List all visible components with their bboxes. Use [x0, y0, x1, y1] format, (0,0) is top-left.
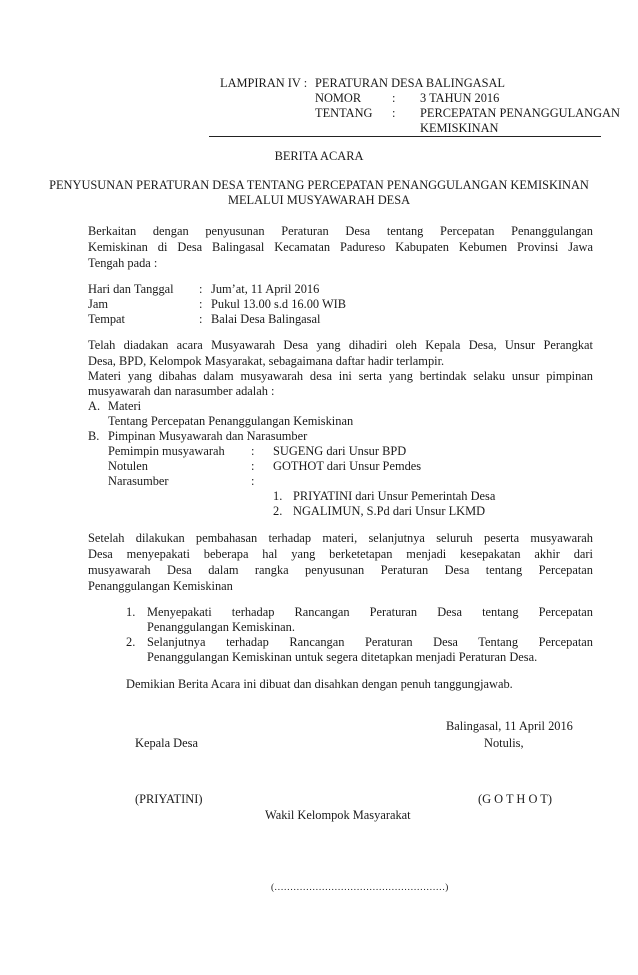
schedule-time-value: Pukul 13.00 s.d 16.00 WIB — [211, 297, 347, 311]
schedule-date-value: Jum’at, 11 April 2016 — [211, 282, 320, 296]
paragraph2-line2: Desa, BPD, Kelompok Masyarakat, sebagaimana daftar hadir terlampir. — [88, 354, 445, 368]
narasumber-2-text: NGALIMUN, S.Pd dari Unsur LKMD — [293, 504, 486, 518]
leader-colon: : — [251, 444, 255, 458]
leader-value: SUGENG dari Unsur BPD — [273, 444, 407, 458]
section-b-marker: B. — [88, 429, 100, 443]
paragraph2-line4: musyawarah dan narasumber adalah : — [88, 384, 275, 398]
schedule-place-label: Tempat — [88, 312, 125, 326]
paragraph2-line1: Telah diadakan acara Musyawarah Desa yang dihadiri oleh Kepala Desa, Unsur Perangkat — [88, 338, 593, 352]
paragraph3-line4: Penanggulangan Kemiskinan — [88, 579, 233, 593]
tentang-value-line2: KEMISKINAN — [420, 121, 499, 135]
center-signatory-title: Wakil Kelompok Masyarakat — [265, 808, 411, 822]
notulen-label: Notulen — [108, 459, 148, 473]
document-title: BERITA ACARA — [274, 149, 364, 163]
subtitle-line2: MELALUI MUSYAWARAH DESA — [227, 193, 411, 207]
agreement-1-line1: Menyepakati terhadap Rancangan Peraturan Desa tentang Percepatan — [147, 605, 593, 619]
agreement-1-line2: Penanggulangan Kemiskinan. — [147, 620, 295, 634]
paragraph3-line3: musyawarah Desa dalam rangka penyusunan Peraturan Desa tentang Percepatan — [88, 563, 593, 577]
closing-statement: Demikian Berita Acara ini dibuat dan disahkan dengan penuh tanggungjawab. — [126, 677, 513, 691]
narasumber-1-num: 1. — [273, 489, 283, 503]
section-a-label: Materi — [108, 399, 142, 413]
leader-label: Pemimpin musyawarah — [108, 444, 225, 458]
tentang-value-line1: PERCEPATAN PENANGGULANGAN — [420, 106, 620, 120]
narasumber-2-num: 2. — [273, 504, 283, 518]
center-signature-placeholder: (………………………………………………) — [271, 883, 449, 893]
intro-line2: Kemiskinan di Desa Balingasal Kecamatan Padureso Kabupaten Kebumen Provinsi Jawa — [88, 240, 593, 254]
narasumber-colon: : — [251, 474, 255, 488]
schedule-place-colon: : — [199, 312, 203, 326]
subtitle-line1: PENYUSUNAN PERATURAN DESA TENTANG PERCEPATAN PENANGGULANGAN KEMISKINAN — [49, 178, 589, 192]
tentang-label: TENTANG — [315, 106, 373, 120]
section-b-label: Pimpinan Musyawarah dan Narasumber — [108, 429, 308, 443]
agreement-2-line1: Selanjutnya terhadap Rancangan Peraturan Desa Tentang Percepatan — [147, 635, 593, 649]
tentang-colon: : — [392, 106, 396, 120]
agreement-2-num: 2. — [126, 635, 136, 649]
notulen-colon: : — [251, 459, 255, 473]
left-signatory-name: (PRIYATINI) — [135, 792, 203, 806]
section-a-content: Tentang Percepatan Penanggulangan Kemiskinan — [108, 414, 354, 428]
left-signatory-title: Kepala Desa — [135, 736, 198, 750]
paragraph3-line1: Setelah dilakukan pembahasan terhadap materi, selanjutnya seluruh peserta musyawarah — [88, 531, 593, 545]
narasumber-label: Narasumber — [108, 474, 169, 488]
nomor-colon: : — [392, 91, 396, 105]
narasumber-1-text: PRIYATINI dari Unsur Pemerintah Desa — [293, 489, 496, 503]
agreement-2-line2: Penanggulangan Kemiskinan untuk segera ditetapkan menjadi Peraturan Desa. — [147, 650, 538, 664]
schedule-date-colon: : — [199, 282, 203, 296]
place-date: Balingasal, 11 April 2016 — [446, 719, 573, 733]
lampiran-label: LAMPIRAN IV : — [220, 76, 308, 90]
paragraph2-line3: Materi yang dibahas dalam musyawarah desa ini serta yang bertindak selaku unsur pimpinan — [88, 369, 593, 383]
nomor-value: 3 TAHUN 2016 — [420, 91, 500, 105]
schedule-place-value: Balai Desa Balingasal — [211, 312, 321, 326]
section-a-marker: A. — [88, 399, 101, 413]
nomor-label: NOMOR — [315, 91, 362, 105]
header-divider — [209, 136, 601, 137]
right-signatory-name: (G O T H O T) — [478, 792, 552, 806]
schedule-time-colon: : — [199, 297, 203, 311]
peraturan-title: PERATURAN DESA BALINGASAL — [315, 76, 506, 90]
schedule-date-label: Hari dan Tanggal — [88, 282, 174, 296]
intro-line3: Tengah pada : — [88, 256, 158, 270]
agreement-1-num: 1. — [126, 605, 136, 619]
schedule-time-label: Jam — [88, 297, 108, 311]
intro-line1: Berkaitan dengan penyusunan Peraturan Desa tentang Percepatan Penanggulangan — [88, 224, 593, 238]
notulen-value: GOTHOT dari Unsur Pemdes — [273, 459, 422, 473]
right-signatory-title: Notulis, — [484, 736, 524, 750]
paragraph3-line2: Desa menyepakati beberapa hal yang berketetapan menjadi kesepakatan akhir dari — [88, 547, 593, 561]
